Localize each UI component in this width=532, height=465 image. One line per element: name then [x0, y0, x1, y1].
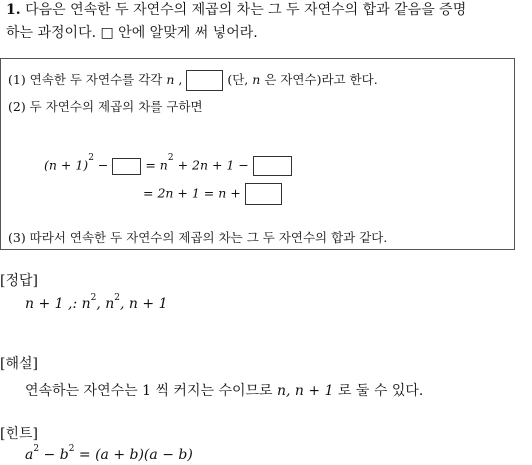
answer-heading: [정답]: [0, 273, 38, 289]
explanation-part-a: 연속하는 자연수는 1 씩 커지는 수이므로: [25, 383, 273, 399]
proof-step-3: [8, 228, 387, 246]
step1-prefix: (1) 연속한 두 자연수를 각각: [8, 72, 163, 87]
proof-step-1: (1) 연속한 두 자연수를 각각 n , (단, n 은 자연수)라고 한다.: [8, 70, 378, 91]
hint-text: [25, 444, 193, 463]
eq2-text: = 2n + 1 = n +: [143, 185, 241, 201]
eq1-rhs-exp: 2: [167, 153, 174, 163]
explanation-text: [25, 380, 423, 400]
problem-number: 1.: [6, 2, 21, 18]
hint-part-b: − b: [43, 447, 69, 463]
step1-var: n: [166, 72, 175, 87]
proof-step-2: [8, 97, 203, 115]
eq1-rhs-tail: + 2n + 1 −: [177, 157, 249, 173]
eq1-exp: 2: [88, 153, 94, 163]
step1-suffix-a: (단,: [227, 72, 249, 87]
problem-text-1: 다음은 연속한 두 자연수의 제곱의 차는 그 두 자연수의 합과 같음을 증명: [25, 2, 467, 18]
blank-4[interactable]: [245, 183, 282, 205]
answer-part-a: n + 1 ,: n: [25, 296, 91, 312]
explanation-heading: [해설]: [0, 356, 38, 372]
answer-exp-2: 2: [114, 293, 121, 303]
explanation-part-b: 로 둘 수 있다.: [337, 383, 424, 399]
step3-text: (3) 따라서 연속한 두 자연수의 제곱의 차는 그 두 자연수의 합과 같다.: [8, 230, 388, 245]
hint-exp-1: 2: [33, 444, 40, 454]
answer-text: [25, 293, 168, 312]
hint-heading: [힌트]: [0, 426, 38, 442]
eq1-lhs: (n + 1): [44, 157, 89, 173]
equation-2: [143, 183, 282, 205]
problem-line-2: [6, 22, 258, 44]
step1-suffix-var: n: [252, 72, 261, 87]
blank-1[interactable]: [186, 70, 223, 91]
explanation-math: n, n + 1: [277, 383, 334, 399]
step1-suffix-b: 은 자연수)라고 한다.: [264, 72, 378, 87]
answer-exp-1: 2: [90, 293, 97, 303]
hint-exp-2: 2: [68, 444, 75, 454]
eq1-rhs: = n: [145, 157, 168, 173]
answer-part-b: , n: [96, 296, 115, 312]
problem-text-2: 하는 과정이다. □ 안에 알맞게 써 넣어라.: [6, 25, 258, 41]
step2-text: (2) 두 자연수의 제곱의 차를 구하면: [8, 99, 203, 114]
blank-3[interactable]: [253, 156, 292, 176]
problem-line-1: [6, 0, 466, 21]
hint-part-a: a: [25, 447, 34, 463]
blank-2[interactable]: [112, 158, 141, 175]
answer-part-c: , n + 1: [120, 296, 168, 312]
equation-1: $(n + 1)^2$ − = $n^2 + 2n + 1$ −: [44, 156, 292, 176]
hint-part-c: = (a + b)(a − b): [78, 447, 193, 463]
